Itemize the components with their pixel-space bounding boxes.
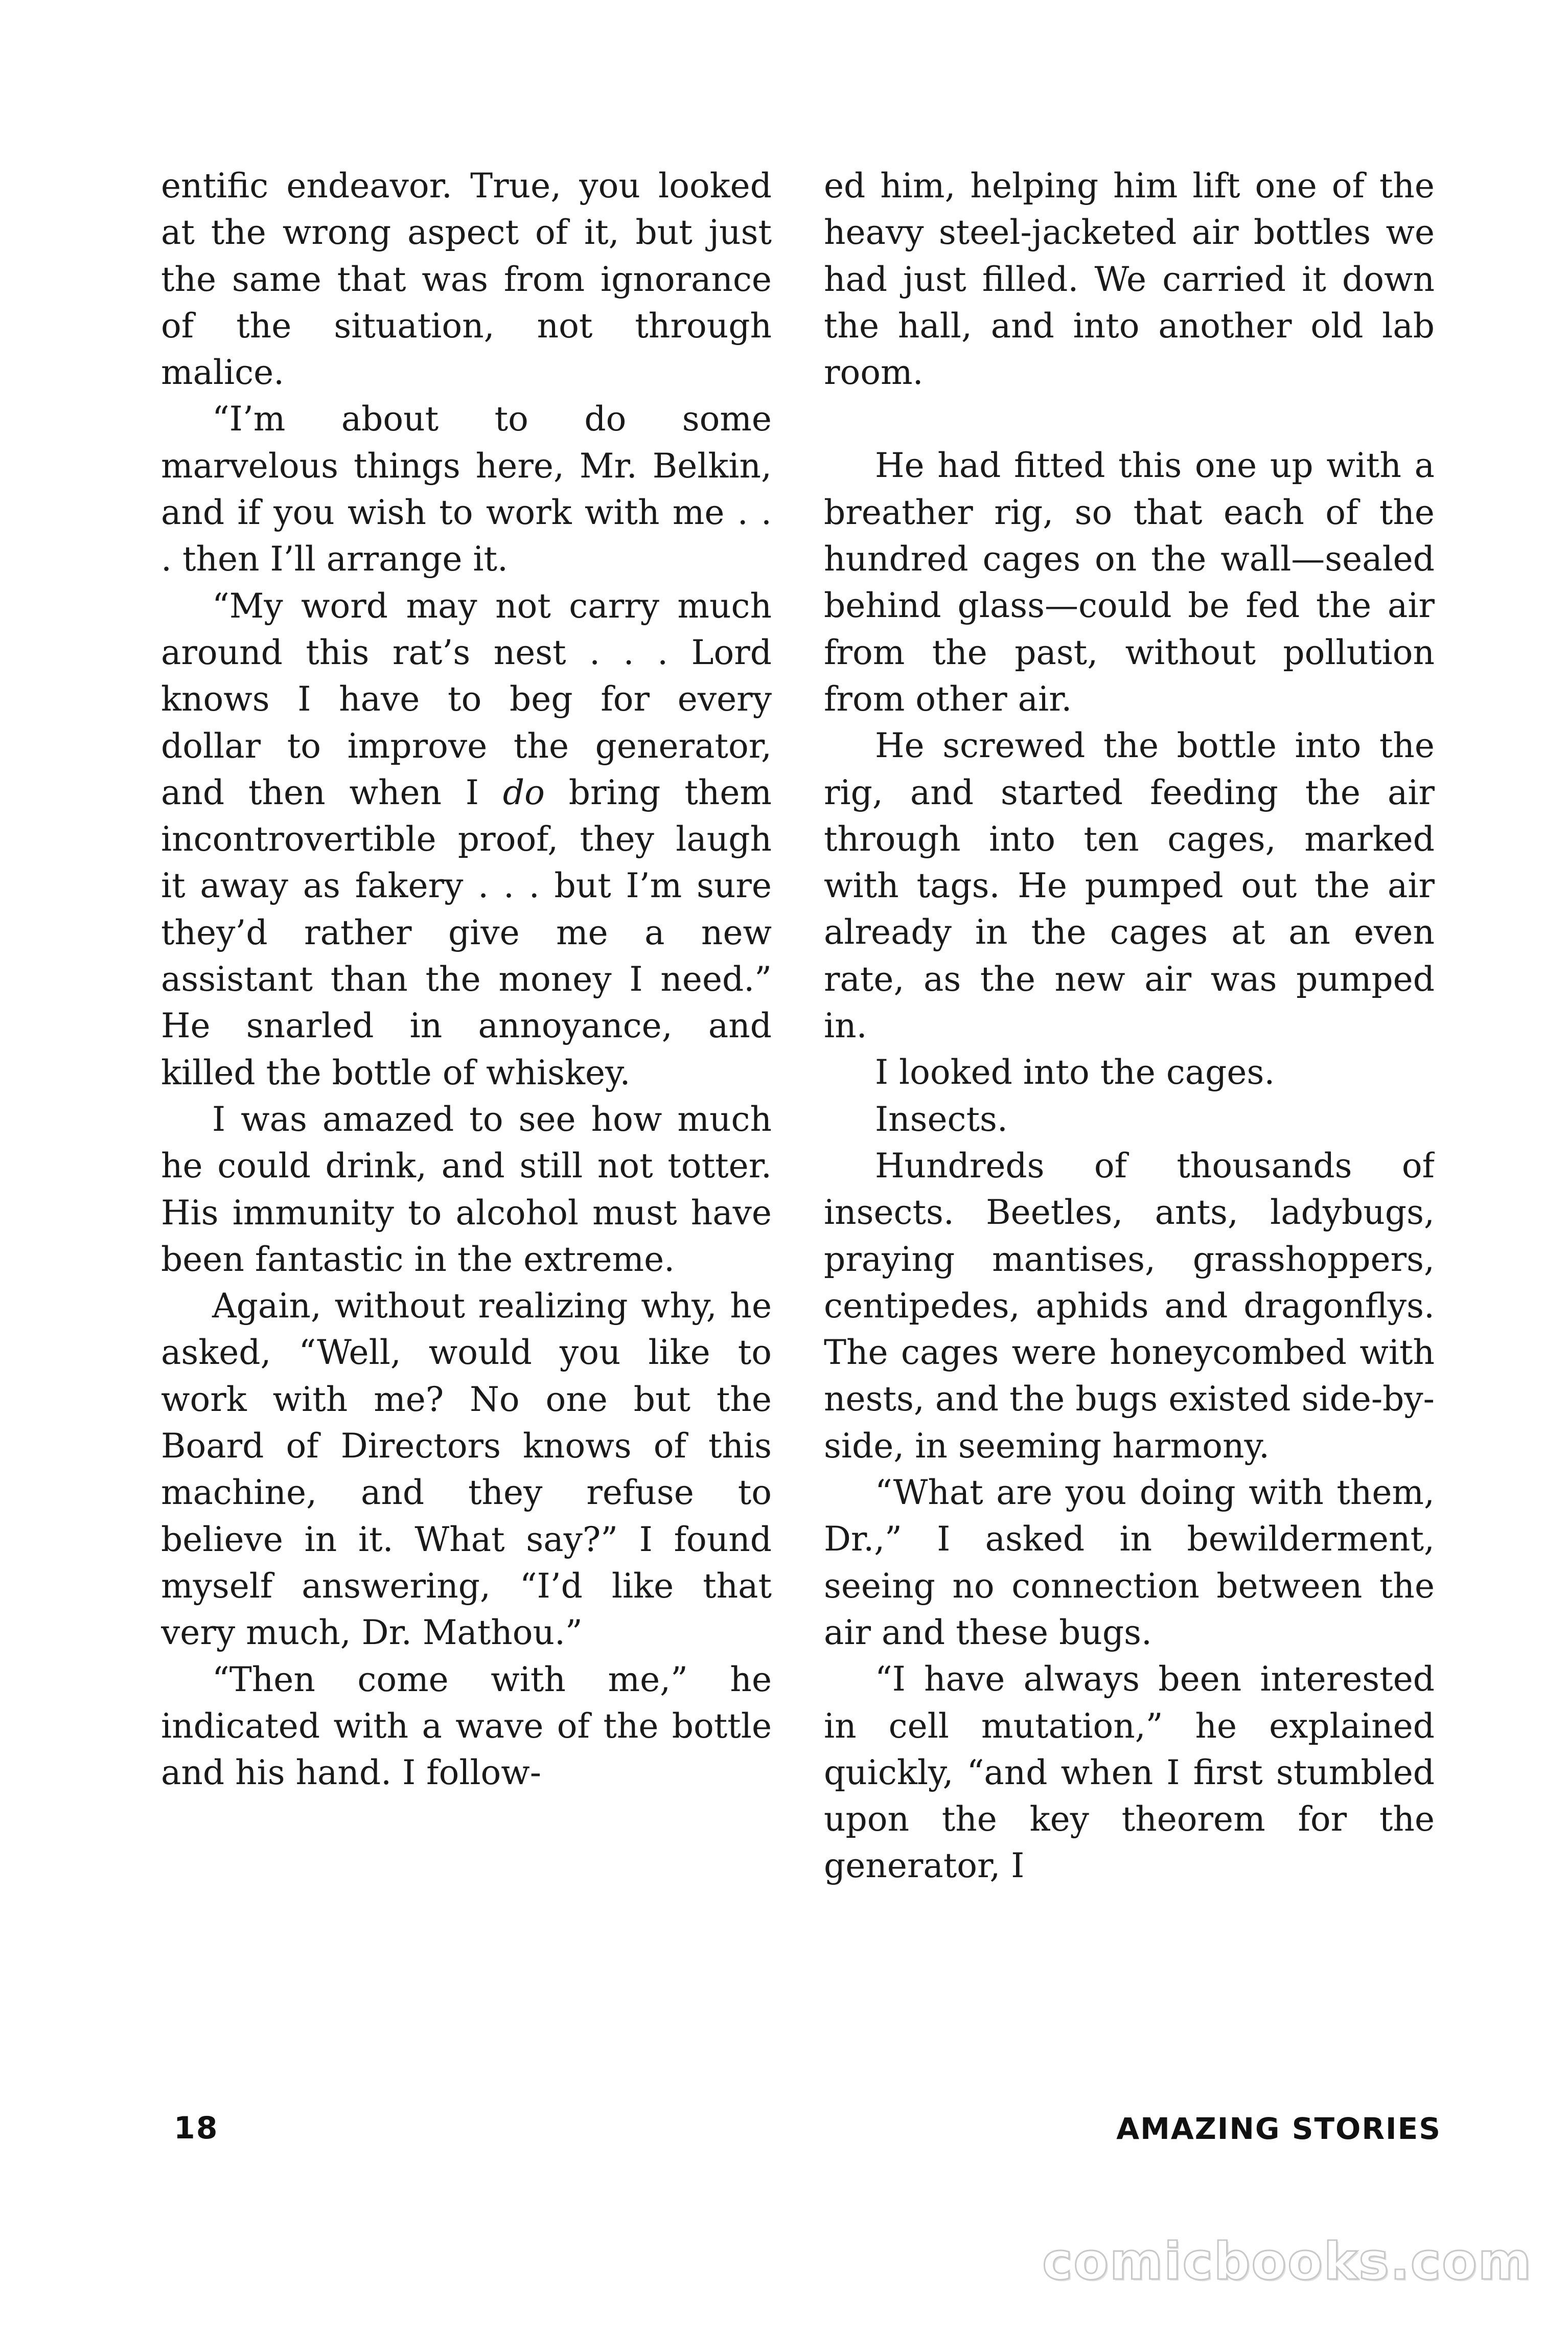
paragraph: Hundreds of thousands of insects. Beetles, ants, ladybugs, praying mantises, grasshoppers, centipedes, aphids and dragonflys. The cages were honeycombed with nests, and the bugs existed side-by-side, in seeming harmony.	[824, 1146, 1435, 1466]
right-column	[824, 163, 1435, 2156]
emphasis: do	[502, 772, 545, 812]
paragraph: ed him, helping him lift one of the heavy steel-jacketed air bottles we had just filled. We carried it down the hall, and into another old lab room.	[824, 166, 1435, 393]
paragraph: “I have always been interested in cell mutation,” he explained quickly, “and when I first stumbled upon the key theorem for the generator, I	[824, 1659, 1435, 1886]
paragraph: He screwed the bottle into the rig, and started feeding the air through into ten cages, marked with tags. He pumped out the air already in the cages at an even rate, as the new air was pumped in.	[824, 726, 1435, 1046]
page-number: 18	[174, 2110, 219, 2146]
left-column	[161, 163, 772, 2156]
paragraph: entific endeavor. True, you looked at the wrong aspect of it, but just the same that was from ignorance of the situation, not through malice.	[161, 166, 772, 393]
paragraph: Insects.	[875, 1099, 1008, 1139]
paragraph: “What are you doing with them, Dr.,” I asked in bewilderment, seeing no connection between the air and these bugs.	[824, 1473, 1435, 1652]
paragraph-text: “My word may not carry much around this rat’s nest . . . Lord knows I have to beg for every dollar to improve the generator, and then when I	[161, 586, 772, 812]
paragraph: I was amazed to see how much he could drink, and still not totter. His immunity to alcohol must have been fantastic in the extreme.	[161, 1099, 772, 1279]
paragraph: Again, without realizing why, he asked, “Well, would you like to work with me? No one but the Board of Directors knows of this machine, and they refuse to believe in it. What say?” I found myself answering, “I’d like that very much, Dr. Mathou.”	[161, 1286, 772, 1653]
running-title: AMAZING STORIES	[1116, 2111, 1441, 2146]
paragraph-text: bring them incontrovertible proof, they laugh it away as fakery . . . but I’m sure they’d rather give me a new assistant than the money I need.” He snarled in annoyance, and killed the bottle of whiskey.	[161, 772, 772, 1092]
paragraph: He had fitted this one up with a breather rig, so that each of the hundred cages on the wall—sealed behind glass—could be fed the air from the past, without pollution from other air.	[824, 446, 1435, 719]
paragraph: “I’m about to do some marvelous things here, Mr. Belkin, and if you wish to work with me . . . then I’ll arrange it.	[161, 399, 772, 579]
paragraph: “Then come with me,” he indicated with a wave of the bottle and his hand. I follow-	[161, 1659, 772, 1793]
watermark: comicbooks.com	[1042, 2231, 1532, 2291]
paragraph: I looked into the cages.	[875, 1053, 1275, 1092]
paragraph	[161, 583, 772, 1096]
